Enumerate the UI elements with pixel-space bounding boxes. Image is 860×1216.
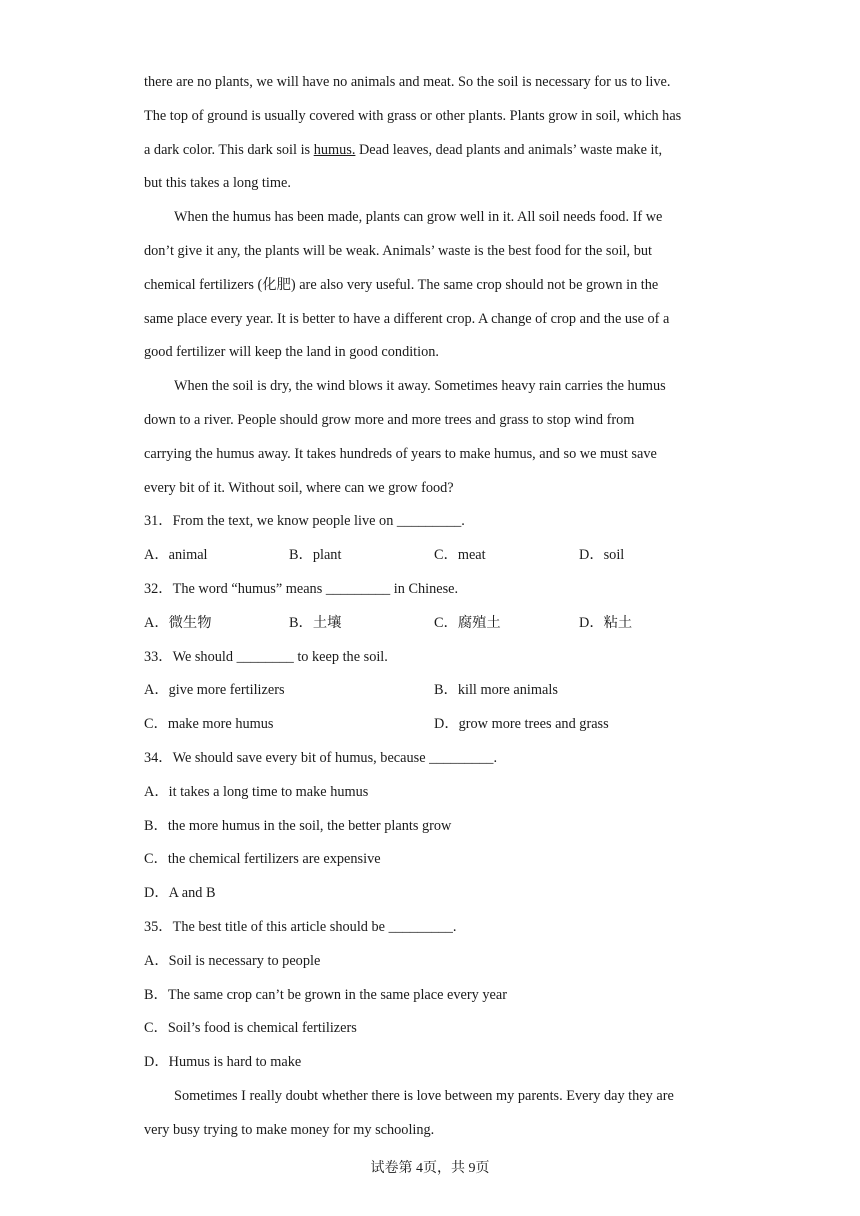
passage-text: Dead leaves, dead plants and animals’ waste make it, [355, 141, 663, 158]
question-stem: 33．We should ________ to keep the soil. [144, 648, 388, 665]
option-d: D．粘土 [579, 614, 633, 631]
exam-page-content [144, 66, 724, 1148]
option-b: B．kill more animals [434, 682, 558, 699]
option-c: C．Soil’s food is chemical fertilizers [144, 1020, 357, 1037]
option-a: A．微生物 [144, 614, 212, 631]
question-stem: 34．We should save every bit of humus, because _________. [144, 749, 498, 766]
passage-line: good fertilizer will keep the land in good condition. [144, 344, 439, 361]
passage-text: a dark color. This dark soil is [144, 141, 314, 158]
option-b: B．The same crop can’t be grown in the same place every year [144, 986, 507, 1003]
option-b: B．the more humus in the soil, the better plants grow [144, 817, 452, 834]
option-d: D．grow more trees and grass [434, 716, 609, 733]
passage-line: but this takes a long time. [144, 175, 291, 192]
option-d: D．soil [579, 547, 625, 564]
passage-line: carrying the humus away. It takes hundreds of years to make humus, and so we must save [144, 445, 657, 462]
passage-line: very busy trying to make money for my schooling. [144, 1121, 435, 1138]
page-footer: 试卷第 4页，共 9页 [370, 1161, 490, 1176]
passage-line: every bit of it. Without soil, where can we grow food? [144, 479, 454, 496]
passage-line: chemical fertilizers (化肥) are also very useful. The same crop should not be grown in the [144, 276, 659, 293]
option-b: B．土壤 [289, 614, 342, 631]
question-stem: 35．The best title of this article should be _________. [144, 918, 457, 935]
question-options [144, 539, 724, 573]
question-stem: 31．From the text, we know people live on _________. [144, 513, 465, 530]
option-a: A．it takes a long time to make humus [144, 783, 369, 800]
question-options [144, 708, 724, 742]
passage-line: there are no plants, we will have no animals and meat. So the soil is necessary for us to live. [144, 74, 671, 90]
option-c: C．the chemical fertilizers are expensive [144, 851, 381, 868]
option-a: A．animal [144, 547, 208, 564]
passage-line: down to a river. People should grow more and more trees and grass to stop wind from [144, 411, 635, 428]
option-b: B．plant [289, 547, 342, 564]
option-a: A．Soil is necessary to people [144, 952, 321, 969]
passage-line [144, 134, 724, 168]
passage-line: When the soil is dry, the wind blows it away. Sometimes heavy rain carries the humus [174, 378, 666, 395]
option-a: A．give more fertilizers [144, 682, 285, 699]
question-options [144, 674, 724, 708]
passage-line: When the humus has been made, plants can grow well in it. All soil needs food. If we [174, 209, 663, 226]
option-c: C．腐殖土 [434, 614, 501, 631]
option-c: C．meat [434, 547, 486, 564]
passage-line: The top of ground is usually covered with grass or other plants. Plants grow in soil, which has [144, 107, 682, 124]
passage-line: Sometimes I really doubt whether there is love between my parents. Every day they are [174, 1087, 674, 1104]
passage-line: same place every year. It is better to have a different crop. A change of crop and the use of a [144, 310, 670, 327]
question-stem: 32．The word “humus” means _________ in Chinese. [144, 580, 459, 597]
option-d: D．A and B [144, 885, 216, 902]
option-c: C．make more humus [144, 716, 274, 733]
passage-line: don’t give it any, the plants will be weak. Animals’ waste is the best food for the soil, but [144, 242, 652, 259]
option-d: D．Humus is hard to make [144, 1054, 302, 1071]
question-options [144, 607, 724, 641]
underlined-word-humus: humus. [313, 141, 356, 158]
